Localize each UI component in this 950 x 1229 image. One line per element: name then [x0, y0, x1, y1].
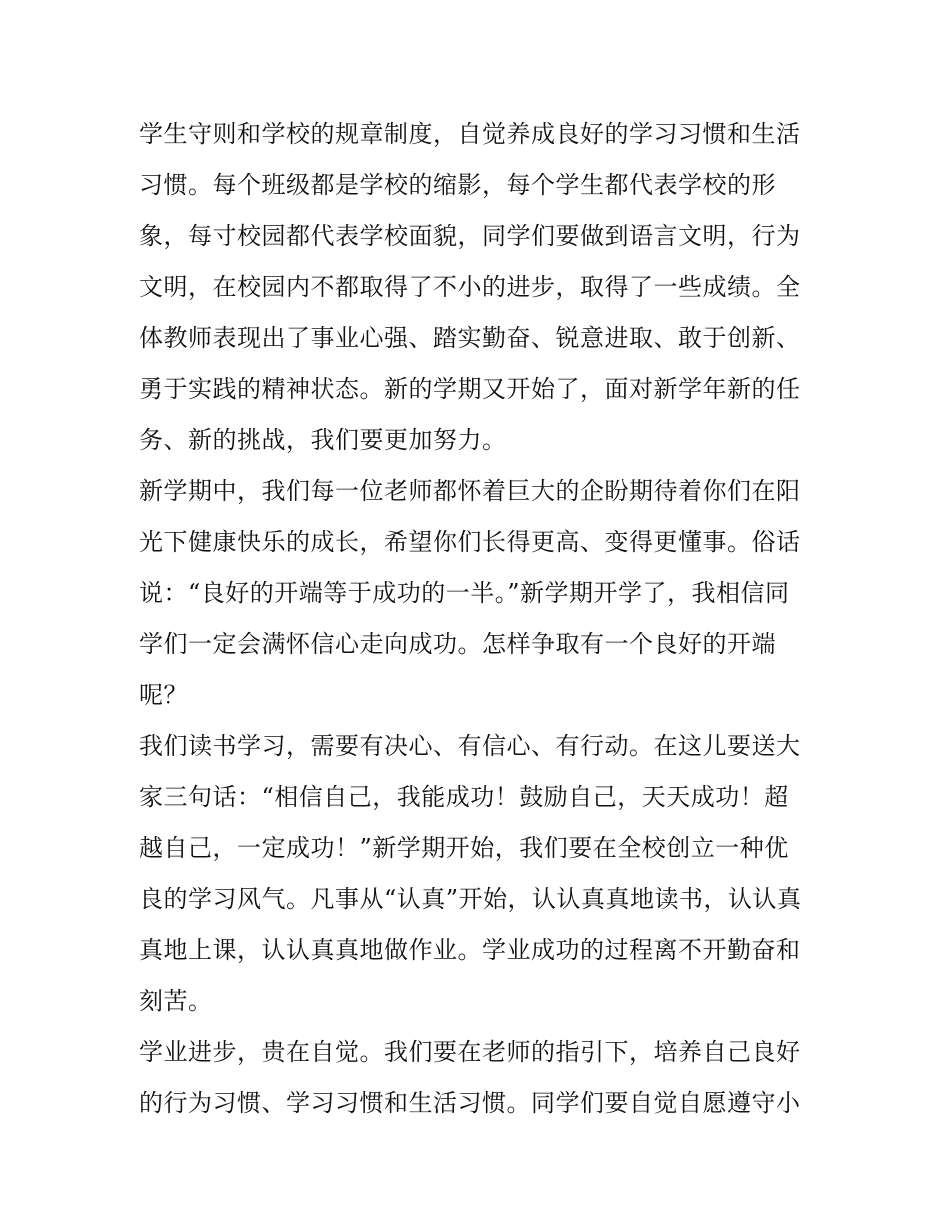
text-line: 象，每寸校园都代表学校面貌，同学们要做到语言文明，行为 — [139, 222, 801, 250]
text-line: 的行为习惯、学习习惯和生活习惯。同学们要自觉自愿遵守小 — [139, 1089, 801, 1117]
body-text — [139, 109, 815, 1129]
text-line: 体教师表现出了事业心强、踏实勤奋、锐意进取、敢于创新、 — [139, 324, 801, 352]
text-line: 学们一定会满怀信心走向成功。怎样争取有一个良好的开端 — [139, 630, 776, 658]
text-line: 光下健康快乐的成长，希望你们长得更高、变得更懂事。俗话 — [139, 528, 801, 556]
text-line: 务、新的挑战，我们要更加努力。 — [139, 426, 507, 454]
text-line: 勇于实践的精神状态。新的学期又开始了，面对新学年新的任 — [139, 375, 801, 403]
text-line: 越自己，一定成功！”新学期开始，我们要在全校创立一种优 — [139, 834, 789, 862]
text-line: 学生守则和学校的规章制度，自觉养成良好的学习习惯和生活 — [139, 120, 801, 148]
text-line: 说：“良好的开端等于成功的一半。”新学期开学了，我相信同 — [139, 579, 790, 607]
text-line: 文明，在校园内不都取得了不小的进步，取得了一些成绩。全 — [139, 273, 801, 301]
text-line: 良的学习风气。凡事从“认真”开始，认认真真地读书，认认真 — [139, 885, 802, 913]
text-line: 新学期中，我们每一位老师都怀着巨大的企盼期待着你们在阳 — [139, 477, 801, 505]
text-line: 刻苦。 — [139, 987, 213, 1015]
text-line: 习惯。每个班级都是学校的缩影，每个学生都代表学校的形 — [139, 171, 776, 199]
text-line: 真地上课，认认真真地做作业。学业成功的过程离不开勤奋和 — [139, 936, 801, 964]
text-line: 学业进步，贵在自觉。我们要在老师的指引下，培养自己良好 — [139, 1038, 801, 1066]
text-line: 家三句话：“相信自己，我能成功！鼓励自己，天天成功！超 — [139, 783, 789, 811]
text-line: 我们读书学习，需要有决心、有信心、有行动。在这儿要送大 — [139, 732, 801, 760]
text-line: 呢？ — [139, 681, 188, 709]
